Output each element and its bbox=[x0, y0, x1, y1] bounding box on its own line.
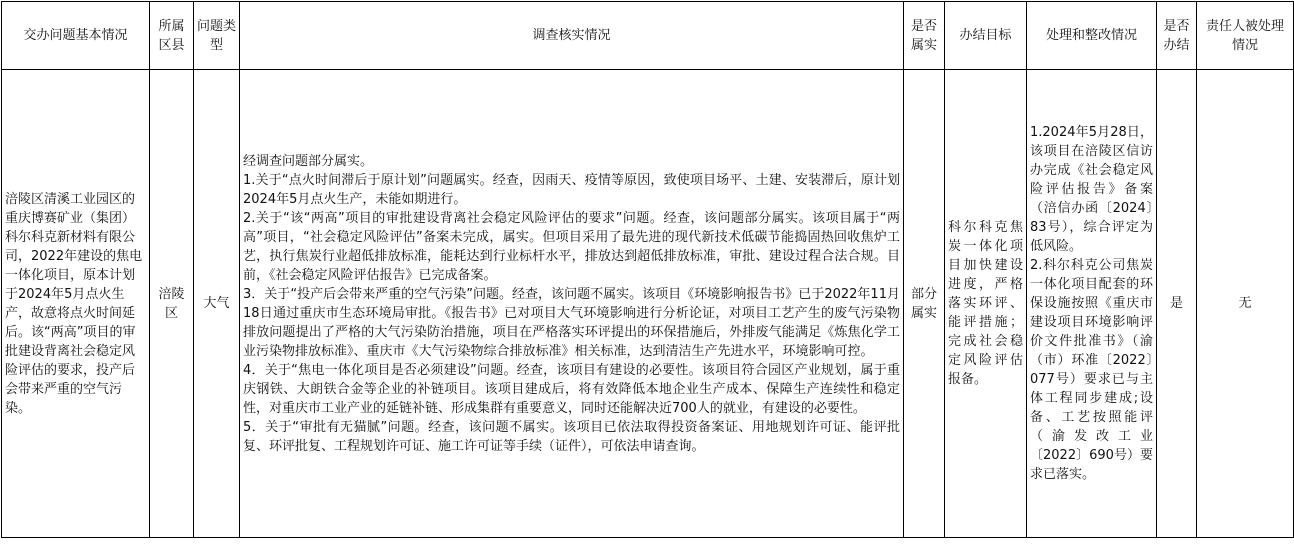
cell-verified: 部分属实 bbox=[904, 70, 945, 538]
cell-accountability: 无 bbox=[1197, 70, 1294, 538]
cell-handling: 1.2024年5月28日，该项目在涪陵区信访办完成《社会稳定风险评估报告》备案（涪信办函〔2024〕83号），综合评定为低风险。 2.科尔科克公司焦炭一体化项目配套的环保设施按照《重庆市建设项目环境影响评价文件批准书》（渝（市）环准〔2022〕077号）要求已与主体工程同步建成;设备、工艺按照能评（渝发改工业〔2022〕690号）要求已落实。 bbox=[1027, 70, 1157, 538]
cell-goal: 科尔科克焦炭一体化项目加快建设进度，严格落实环评、能评措施；完成社会稳定风险评估报备。 bbox=[945, 70, 1027, 538]
cell-type: 大气 bbox=[194, 70, 240, 538]
cell-district: 涪陵区 bbox=[150, 70, 194, 538]
table-row bbox=[2, 70, 1294, 538]
cell-investigation: 经调查问题部分属实。 1.关于“点火时间滞后于原计划”问题属实。经查，因雨天、疫情等原因，致使项目场平、土建、安装滞后，原计划2024年5月点火生产，未能如期进行。 2.关于“该“两高”项目的审批建设背离社会稳定风险评估的要求”问题。经查，该问题部分属实。该项目属于“两高”项目，“社会稳定风险评估”备案未完成，属实。但项目采用了最先进的现代新技术低碳节能捣固热回收焦炉工艺，执行焦炭行业超低排放标准，能耗达到行业标杆水平，排放达到超低排放标准，审批、建设过程合法合规。目前，《社会稳定风险评估报告》已完成备案。 3．关于“投产后会带来严重的空气污染”问题。经查，该问题不属实。该项目《环境影响报告书》已于2022年11月18日通过重庆市生态环境局审批。《报告书》已对项目大气环境影响进行分析论证，对项目工艺产生的废气污染物排放问题提出了严格的大气污染防治措施，项目在严格落实环评提出的环保措施后，外排废气能满足《炼焦化学工业污染物排放标准》、重庆市《大气污染物综合排放标准》相关标准，达到清洁生产先进水平，环境影响可控。 4．关于“焦电一体化项目是否必须建设”问题。经查，该项目有建设的必要性。该项目符合园区产业规划，属于重庆钢铁、大朗铁合金等企业的补链项目。该项目建成后，将有效降低本地企业生产成本、保障生产连续性和稳定性，对重庆市工业产业的延链补链、形成集群有重要意义，同时还能解决近700人的就业，有建设的必要性。 5．关于“审批有无猫腻”问题。经查，该问题不属实。该项目已依法取得投资备案证、用地规划许可证、能评批复、环评批复、工程规划许可证、施工许可证等手续（证件），可依法申请查询。 bbox=[240, 70, 904, 538]
header-row bbox=[2, 2, 1294, 70]
header-type: 问题类型 bbox=[194, 2, 240, 70]
header-problem: 交办问题基本情况 bbox=[2, 2, 150, 70]
cell-problem: 涪陵区清溪工业园区的重庆博赛矿业（集团）科尔科克新材料有限公司，2022年建设的焦电一体化项目，原本计划于2024年5月点火生产，故意将点火时间延后。该“两高”项目的审批建设背离社会稳定风险评估的要求，投产后会带来严重的空气污染。 bbox=[2, 70, 150, 538]
case-table bbox=[1, 1, 1294, 538]
header-accountability: 责任人被处理情况 bbox=[1197, 2, 1294, 70]
header-district: 所属区县 bbox=[150, 2, 194, 70]
header-investigation: 调查核实情况 bbox=[240, 2, 904, 70]
header-goal: 办结目标 bbox=[945, 2, 1027, 70]
header-verified: 是否属实 bbox=[904, 2, 945, 70]
header-concluded: 是否办结 bbox=[1157, 2, 1197, 70]
header-handling: 处理和整改情况 bbox=[1027, 2, 1157, 70]
cell-concluded: 是 bbox=[1157, 70, 1197, 538]
